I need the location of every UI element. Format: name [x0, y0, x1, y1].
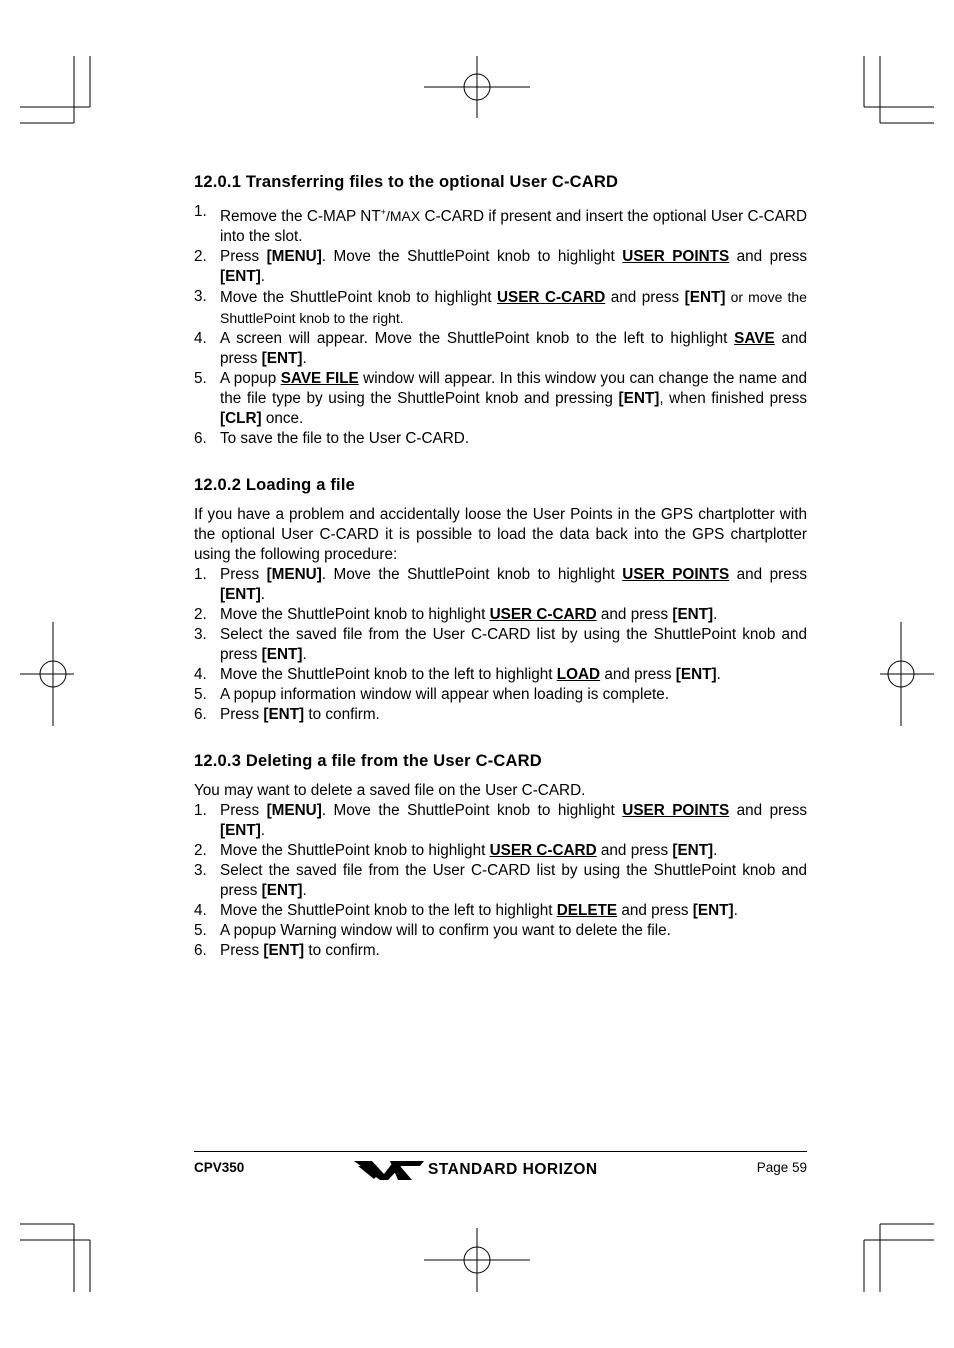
menu-item-reference: SAVE: [734, 330, 775, 348]
list-item: [194, 429, 807, 449]
step-text: +: [380, 207, 386, 217]
step-number: 4.: [194, 902, 207, 920]
section-intro: If you have a problem and accidentally loose the User Points in the GPS chartplotter with the optional User C-CARD it is possible to load the data back into the GPS chartplotter using the following procedure:: [194, 506, 807, 564]
step-number: 2.: [194, 842, 207, 860]
step-number: 6.: [194, 430, 207, 448]
step-text: and press: [617, 902, 693, 920]
step-text: and press: [600, 666, 676, 684]
key-reference: [ENT]: [672, 842, 714, 860]
step-text: . Move the ShuttlePoint knob to highlight: [321, 566, 623, 584]
step-text: Move the ShuttlePoint knob to the left to highlight: [220, 902, 557, 920]
brand-name: STANDARD HORIZON: [428, 1161, 598, 1178]
step-text: .: [260, 268, 266, 286]
step-text: A popup: [220, 370, 281, 388]
step-text: and press: [220, 330, 807, 368]
key-reference: [ENT]: [261, 350, 303, 368]
key-reference: [ENT]: [263, 942, 305, 960]
brand-logo: [354, 1158, 598, 1182]
menu-item-reference: SAVE FILE: [280, 370, 359, 388]
step-number: 5.: [194, 370, 207, 388]
key-reference: [ENT]: [220, 822, 261, 840]
step-number: 2.: [194, 248, 207, 266]
step-text: or move the ShuttlePoint knob to the right.: [220, 289, 807, 327]
key-reference: [ENT]: [220, 586, 261, 604]
footer-rule: [194, 1151, 807, 1152]
step-text: and press: [596, 842, 673, 860]
list-item: [194, 921, 807, 941]
list-item: [194, 247, 807, 287]
list-item: [194, 685, 807, 705]
step-text: A popup information window will appear when loading is complete.: [220, 686, 669, 704]
list-item: [194, 861, 807, 901]
section-heading: 12.0.2 Loading a file: [194, 476, 355, 495]
section-heading: 12.0.3 Deleting a file from the User C-CARD: [194, 752, 542, 771]
menu-item-reference: LOAD: [556, 666, 601, 684]
step-list: [194, 801, 807, 961]
list-item: [194, 665, 807, 685]
key-reference: [CLR]: [220, 410, 262, 428]
step-text: Move the ShuttlePoint knob to highlight: [220, 842, 490, 860]
step-text: , when finished press: [659, 390, 807, 408]
key-reference: [MENU]: [266, 566, 322, 584]
step-text: and press: [729, 802, 807, 820]
key-reference: [ENT]: [618, 390, 660, 408]
step-text: Select the saved file from the User C-CARD list by using the ShuttlePoint knob and press: [220, 626, 807, 664]
step-number: 1.: [194, 203, 207, 220]
step-number: 6.: [194, 706, 207, 724]
list-item: [194, 605, 807, 625]
menu-item-reference: DELETE: [556, 902, 618, 920]
list-item: [194, 329, 807, 369]
brand-logo-icon: [354, 1158, 424, 1182]
step-text: .: [733, 902, 738, 920]
list-item: [194, 202, 807, 247]
key-reference: [MENU]: [266, 802, 322, 820]
section-deleting: [194, 749, 807, 961]
step-text: .: [260, 586, 266, 604]
step-text: Press: [220, 706, 264, 724]
step-text: Select the saved file from the User C-CARD list by using the ShuttlePoint knob and press: [220, 862, 807, 900]
list-item: [194, 625, 807, 665]
menu-item-reference: USER C-CARD: [489, 842, 597, 860]
key-reference: [ENT]: [672, 606, 714, 624]
step-text: to confirm.: [304, 706, 380, 724]
step-number: 4.: [194, 666, 207, 684]
step-list: [194, 565, 807, 725]
step-number: 2.: [194, 606, 207, 624]
step-number: 1.: [194, 566, 207, 584]
step-number: 1.: [194, 802, 207, 820]
step-number: 4.: [194, 330, 207, 348]
section-heading: 12.0.1 Transferring files to the optional User C-CARD: [194, 173, 619, 191]
step-text: A screen will appear. Move the ShuttlePoint knob to the left to highlight: [220, 330, 735, 348]
step-number: 3.: [194, 626, 207, 644]
step-text: Press: [220, 566, 267, 584]
step-text: .: [713, 842, 718, 860]
step-number: 5.: [194, 922, 207, 940]
key-reference: [ENT]: [692, 902, 734, 920]
step-text: Press: [220, 942, 264, 960]
step-text: once.: [261, 410, 304, 428]
step-text: . Move the ShuttlePoint knob to highlight: [321, 248, 623, 266]
list-item: [194, 287, 807, 329]
step-number: 3.: [194, 862, 207, 880]
step-list: [194, 202, 807, 449]
menu-item-reference: USER POINTS: [622, 802, 730, 820]
key-reference: [ENT]: [220, 268, 261, 286]
key-reference: [ENT]: [684, 289, 726, 307]
step-text: .: [716, 666, 721, 684]
step-number: 6.: [194, 942, 207, 960]
menu-item-reference: USER POINTS: [622, 248, 730, 266]
list-item: [194, 901, 807, 921]
step-text: .: [302, 350, 307, 368]
key-reference: [ENT]: [261, 882, 303, 900]
step-text: /MAX: [385, 208, 421, 225]
list-item: [194, 369, 807, 429]
step-text: .: [302, 882, 307, 900]
step-text: C-CARD if present and insert the optional User C-CARD into the slot.: [220, 208, 807, 246]
list-item: [194, 565, 807, 605]
step-text: Remove the C-MAP NT: [220, 208, 381, 226]
menu-item-reference: USER POINTS: [622, 566, 730, 584]
page-body: [194, 170, 807, 961]
step-text: Move the ShuttlePoint knob to highlight: [220, 606, 490, 624]
key-reference: [ENT]: [261, 646, 303, 664]
list-item: [194, 705, 807, 725]
step-text: Move the ShuttlePoint knob to highlight: [220, 289, 497, 307]
list-item: [194, 841, 807, 861]
step-text: and press: [729, 566, 807, 584]
step-text: A popup Warning window will to confirm you want to delete the file.: [220, 922, 671, 940]
step-text: Press: [220, 802, 267, 820]
key-reference: [MENU]: [266, 248, 322, 266]
menu-item-reference: USER C-CARD: [489, 606, 597, 624]
step-text: to confirm.: [304, 942, 380, 960]
key-reference: [ENT]: [263, 706, 305, 724]
list-item: [194, 941, 807, 961]
list-item: [194, 801, 807, 841]
step-text: Press: [220, 248, 267, 266]
step-text: . Move the ShuttlePoint knob to highlight: [321, 802, 623, 820]
section-intro: You may want to delete a saved file on the User C-CARD.: [194, 782, 586, 800]
step-text: .: [713, 606, 718, 624]
step-text: and press: [596, 606, 673, 624]
page-number: Page 59: [756, 1160, 807, 1175]
step-text: Move the ShuttlePoint knob to the left to highlight: [220, 666, 557, 684]
step-text: .: [302, 646, 307, 664]
section-loading: [194, 473, 807, 725]
key-reference: [ENT]: [675, 666, 717, 684]
step-text: and press: [729, 248, 807, 266]
footer-model: CPV350: [194, 1160, 245, 1175]
step-text: and press: [605, 289, 685, 307]
step-number: 3.: [194, 288, 207, 306]
step-text: To save the file to the User C-CARD.: [220, 430, 470, 448]
step-text: window will appear. In this window you can change the name and the file type by using the ShuttlePoint knob and pressing: [220, 370, 807, 408]
menu-item-reference: USER C-CARD: [496, 289, 606, 307]
step-text: .: [260, 822, 266, 840]
section-transferring: [194, 170, 807, 449]
step-number: 5.: [194, 686, 207, 704]
